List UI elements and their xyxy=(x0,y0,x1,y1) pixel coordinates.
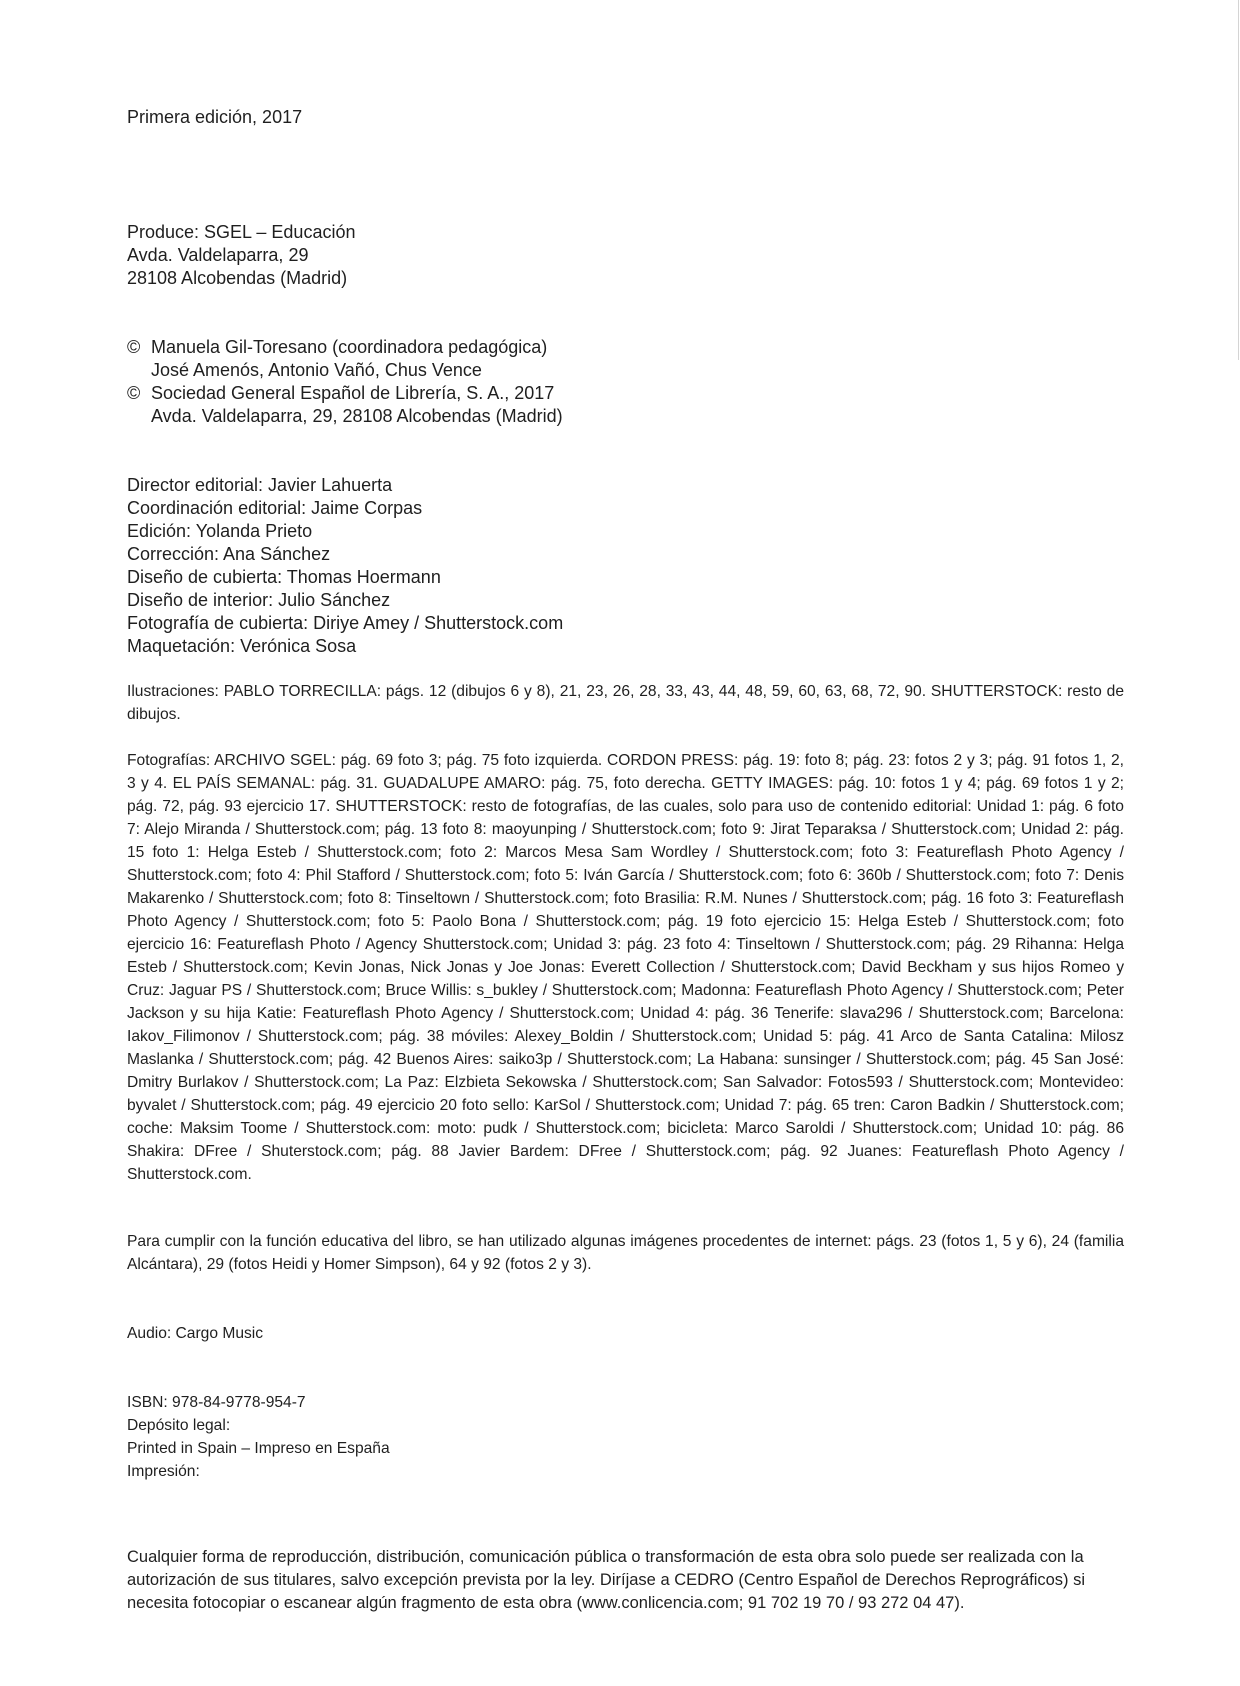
isbn-block xyxy=(127,1391,390,1483)
copyright-symbol: © xyxy=(127,383,141,403)
internet-images-note: Para cumplir con la función educativa del libro, se han utilizado algunas imágenes procedentes de internet: págs. 23 (fotos 1, 5 y 6), 24 (familia Alcántara), 29 (fotos Heidi y Homer Simpson), 64 y 92 (fotos 2 y 3). xyxy=(127,1233,1124,1273)
audio-credit: Audio: Cargo Music xyxy=(127,1325,264,1342)
credit-cover-design: Diseño de cubierta: Thomas Hoermann xyxy=(127,567,441,587)
copyright-authors: José Amenós, Antonio Vañó, Chus Vence xyxy=(151,360,482,380)
publisher-name: Produce: SGEL – Educación xyxy=(127,222,356,242)
credit-edition: Edición: Yolanda Prieto xyxy=(127,521,313,541)
editorial-credits xyxy=(127,474,563,658)
publisher-city: 28108 Alcobendas (Madrid) xyxy=(127,268,348,288)
printed-in: Printed in Spain – Impreso en España xyxy=(127,1440,390,1457)
copyright-authors-coordinator: Manuela Gil-Toresano (coordinadora pedagógica) xyxy=(151,337,548,357)
photographs-credits: Fotografías: ARCHIVO SGEL: pág. 69 foto 3; pág. 75 foto izquierda. CORDON PRESS: pág. 19: foto 8; pág. 23: fotos 2 y 3; pág. 91 fotos 1, 2, 3 y 4. EL PAÍS SEMANAL: pág. 31. GUADALUPE AMARO: pág. 75, foto derecha. GETTY IMAGES: pág. 10: fotos 1 y 4; pág. 69 fotos 1 y 2; pág. 72, pág. 93 ejercicio 17. SHUTTERSTOCK: resto de fotografías, de las cuales, solo para uso de contenido editorial: Unidad 1: pág. 6 foto 7: Alejo Miranda / Shutterstock.com; pág. 13 foto 8: maoyunping / Shutterstock.com; foto 9: Jirat Teparaksa / Shutterstock.com; Unidad 2: pág. 15 foto 1: Helga Esteb / Shutterstock.com; foto 2: Marcos Mesa Sam Wordley / Shutterstock.com; foto 3: Featureflash Photo Agency / Shutterstock.com; foto 4: Phil Stafford / Shutterstock.com; foto 5: Iván García / Shutterstock.com; foto 6: 360b / Shutterstock.com; foto 7: Denis Makarenko / Shutterstock.com; foto 8: Tinseltown / Shutterstock.com; foto Brasilia: R.M. Nunes / Shutterstock.com; pág. 16 foto 3: Featureflash Photo Agency / Shutterstock.com; foto 5: Paolo Bona / Shutterstock.com; pág. 19 foto ejercicio 15: Helga Esteb / Shutterstock.com; foto ejercicio 16: Featureflash Photo / Agency Shutterstock.com; Unidad 3: pág. 23 foto 4: Tinseltown / Shutterstock.com; pág. 29 Rihanna: Helga Esteb / Shutterstock.com; Kevin Jonas, Nick Jonas y Joe Jonas: Everett Collection / Shutterstock.com; David Beckham y sus hijos Romeo y Cruz: Jaguar PS / Shutterstock.com; Bruce Willis: s_bukley / Shutterstock.com; Madonna: Featureflash Photo Agency / Shutterstock.com; Peter Jackson y su hija Katie: Featureflash Photo Agency / Shutterstock.com; Unidad 4: pág. 36 Tenerife: slava296 / Shutterstock.com; Barcelona: Iakov_Filimonov / Shutterstock.com; pág. 38 móviles: Alexey_Boldin / Shutterstock.com; Unidad 5: pág. 41 Arco de Santa Catalina: Milosz Maslanka / Shutterstock.com; pág. 42 Buenos Aires: saiko3p / Shutterstock.com; La Habana: sunsinger / Shutterstock.com; pág. 45 San José: Dmitry Burlakov / Shutterstock.com; La Paz: Elzbieta Sekowska / Shutterstock.com; San Salvador: Fotos593 / Shutterstock.com; Montevideo: byvalet / Shutterstock.com; pág. 49 ejercicio 20 foto sello: KarSol / Shutterstock.com; Unidad 7: pág. 65 tren: Caron Badkin / Shutterstock.com; coche: Maksim Toome / Shutterstock.com: moto: pudk / Shutterstock.com; bicicleta: Marco Saroldi / Shutterstock.com; Unidad 10: pág. 86 Shakira: DFree / Shuterstock.com; pág. 88 Javier Bardem: DFree / Shutterstock.com; pág. 92 Juanes: Featureflash Photo Agency / Shutterstock.com. xyxy=(127,752,1124,1183)
copyright-publisher: Sociedad General Español de Librería, S. A., 2017 xyxy=(151,383,555,403)
legal-notice: Cualquier forma de reproducción, distribución, comunicación pública o transformación de esta obra solo puede ser realizada con la autorización de sus titulares, salvo excepción prevista por la ley. Diríjase a CEDRO (Centro Español de Derechos Reprográficos) si necesita fotocopiar o escanear algún fragmento de esta obra (www.conlicencia.com; 91 702 19 70 / 93 272 04 47). xyxy=(127,1547,1086,1612)
copyright-publisher-address: Avda. Valdelaparra, 29, 28108 Alcobendas (Madrid) xyxy=(151,406,563,426)
copyright-block xyxy=(127,336,563,428)
credit-cover-photo: Fotografía de cubierta: Diriye Amey / Shutterstock.com xyxy=(127,613,564,633)
isbn-number: ISBN: 978-84-9778-954-7 xyxy=(127,1394,306,1411)
publisher-street: Avda. Valdelaparra, 29 xyxy=(127,245,309,265)
page-edge-line xyxy=(1238,0,1239,360)
credit-correction: Corrección: Ana Sánchez xyxy=(127,544,331,564)
legal-deposit: Depósito legal: xyxy=(127,1417,231,1434)
copyright-symbol: © xyxy=(127,337,141,357)
edition-line: Primera edición, 2017 xyxy=(127,107,303,127)
publisher-block xyxy=(127,221,355,290)
credit-coordination: Coordinación editorial: Jaime Corpas xyxy=(127,498,423,518)
credit-director: Director editorial: Javier Lahuerta xyxy=(127,475,393,495)
illustrations-credits: Ilustraciones: PABLO TORRECILLA: págs. 12 (dibujos 6 y 8), 21, 23, 26, 28, 33, 43, 44, 48, 59, 60, 63, 68, 72, 90. SHUTTERSTOCK: resto de dibujos. xyxy=(127,683,1124,723)
printing: Impresión: xyxy=(127,1463,200,1480)
credit-interior-design: Diseño de interior: Julio Sánchez xyxy=(127,590,391,610)
credit-layout: Maquetación: Verónica Sosa xyxy=(127,636,357,656)
